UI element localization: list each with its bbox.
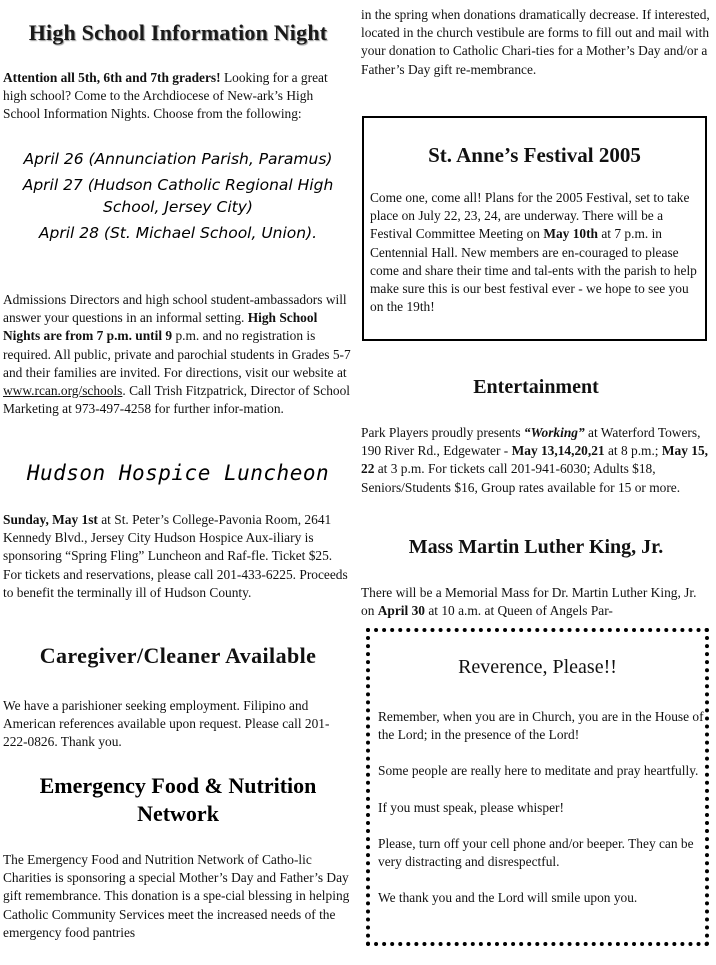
reverence-box bbox=[366, 628, 709, 946]
reverence-heading: Reverence, Please!! bbox=[458, 656, 617, 678]
reverence-paragraph: We thank you and the Lord will smile upon you. bbox=[378, 890, 638, 906]
caregiver-body: We have a parishioner seeking employment. Filipino and American references available upon request. Please call 201-222-0826. Thank you. bbox=[3, 698, 330, 750]
info-night-date: April 28 (St. Michael School, Union). bbox=[38, 224, 318, 242]
body-text: Come one, come all! Plans for the 2005 Festival, set to take place on July 22, 23, 24, are underway. There will be a Festival Committee Meeting on bbox=[370, 190, 690, 242]
reverence-paragraph: Remember, when you are in Church, you are in the House of the Lord; in the presence of the Lord! bbox=[378, 709, 704, 743]
festival-heading: St. Anne’s Festival 2005 bbox=[428, 143, 641, 167]
body-text: at Waterford Towers, 190 River Rd., Edgewater - bbox=[361, 425, 701, 459]
entertainment-heading: Entertainment bbox=[473, 376, 599, 398]
info-night-date: April 27 (Hudson Catholic Regional High School, Jersey City) bbox=[22, 176, 334, 216]
emergency-food-body-continued: in the spring when donations dramatically decrease. If interested, located in the church vestibule are forms to fill out and mail with your donation to Catholic Chari-ties for a Mother’s Day and/or a Father’s Day gift re-membrance. bbox=[361, 7, 710, 77]
body-bold-text: May 10th bbox=[543, 226, 599, 242]
high-school-intro bbox=[3, 69, 353, 124]
body-bold-text: May 13,14,20,21 bbox=[511, 443, 605, 459]
reverence-paragraph: Please, turn off your cell phone and/or beeper. They can be very distracting and disrespectful. bbox=[378, 835, 694, 870]
emergency-food-heading: Emergency Food & Nutrition Network bbox=[39, 773, 317, 826]
body-bold-text: May 15, 22 bbox=[361, 443, 708, 477]
reverence-paragraph: If you must speak, please whisper! bbox=[378, 799, 564, 815]
body-text: Admissions Directors and high school student-ambassadors will answer your questions in an informal setting. bbox=[3, 292, 347, 326]
festival-box bbox=[362, 116, 707, 341]
caregiver-heading: Caregiver/Cleaner Available bbox=[39, 643, 317, 668]
info-night-dates bbox=[3, 148, 353, 248]
body-text: at St. Peter’s College-Pavonia Room, 2641 Kennedy Blvd., Jersey City Hudson Hospice Aux-iliary is sponsoring “Spring Fling” Luncheon and Raf-fle. Ticket $25. For tickets and reservations, please call 201-433-6225. Proceeds to benefit the terminally ill of Hudson County. bbox=[3, 512, 348, 600]
body-text: at 10 a.m. at Queen of Angels Par- bbox=[425, 603, 613, 619]
high-school-body bbox=[3, 291, 353, 418]
intro-text: Looking for a great high school? Come to the Archdiocese of New-ark’s High School Information Nights. Choose from the following: bbox=[3, 70, 328, 122]
intro-bold-text: Attention all 5th, 6th and 7th graders! bbox=[3, 70, 221, 85]
body-text: at 8 p.m.; bbox=[604, 443, 662, 459]
body-text: p.m. and no registration is required. All public, private and parochial students in Grades 5-7 and their families are invited. For directions, visit our website at bbox=[3, 328, 351, 380]
body-text: at 3 p.m. For tickets call 201-941-6030; Adults $18, Seniors/Students $16, Group rates available for 15 or more. bbox=[361, 461, 681, 495]
body-text: . Call Trish Fitzpatrick, Director of School Marketing at 973-497-4258 for further infor-mation. bbox=[3, 383, 351, 417]
reverence-paragraph: Some people are really here to meditate and pray heartfully. bbox=[378, 763, 699, 779]
schools-website-link[interactable]: www.rcan.org/schools bbox=[3, 383, 123, 399]
body-bold-text: Sunday, May 1st bbox=[3, 512, 98, 527]
emergency-food-body: The Emergency Food and Nutrition Network of Catho-lic Charities is sponsoring a special Mother’s Day and Father’s Day gift remembrance. This donation is a spe-cial blessing in helping Catholic Community Services meet the increased needs of the emergency food pantries bbox=[3, 852, 350, 940]
festival-body bbox=[370, 189, 702, 316]
hudson-hospice-body bbox=[3, 511, 353, 602]
body-bold-text: April 30 bbox=[377, 603, 425, 619]
hudson-hospice-heading: Hudson Hospice Luncheon bbox=[26, 461, 330, 485]
mlk-mass-body bbox=[361, 584, 711, 620]
body-text: There will be a Memorial Mass for Dr. Martin Luther King, Jr. on bbox=[361, 585, 697, 619]
body-text: Park Players proudly presents bbox=[361, 425, 524, 440]
body-bold-text: High School Nights are from 7 p.m. until 9 bbox=[3, 310, 318, 344]
reverence-body bbox=[378, 708, 708, 925]
mlk-mass-heading: Mass Martin Luther King, Jr. bbox=[408, 536, 664, 558]
entertainment-body bbox=[361, 424, 711, 497]
info-night-date: April 26 (Annunciation Parish, Paramus) bbox=[23, 150, 333, 168]
body-text: at 7 p.m. in Centennial Hall. New members are en-couraged to please come and share their time and tal-ents with the parish to help make sure this is our best festival ever - we hope to see you on the 19th! bbox=[370, 226, 697, 315]
high-school-info-night-heading: High School Information Night bbox=[28, 20, 328, 45]
show-title: “Working” bbox=[523, 425, 585, 440]
